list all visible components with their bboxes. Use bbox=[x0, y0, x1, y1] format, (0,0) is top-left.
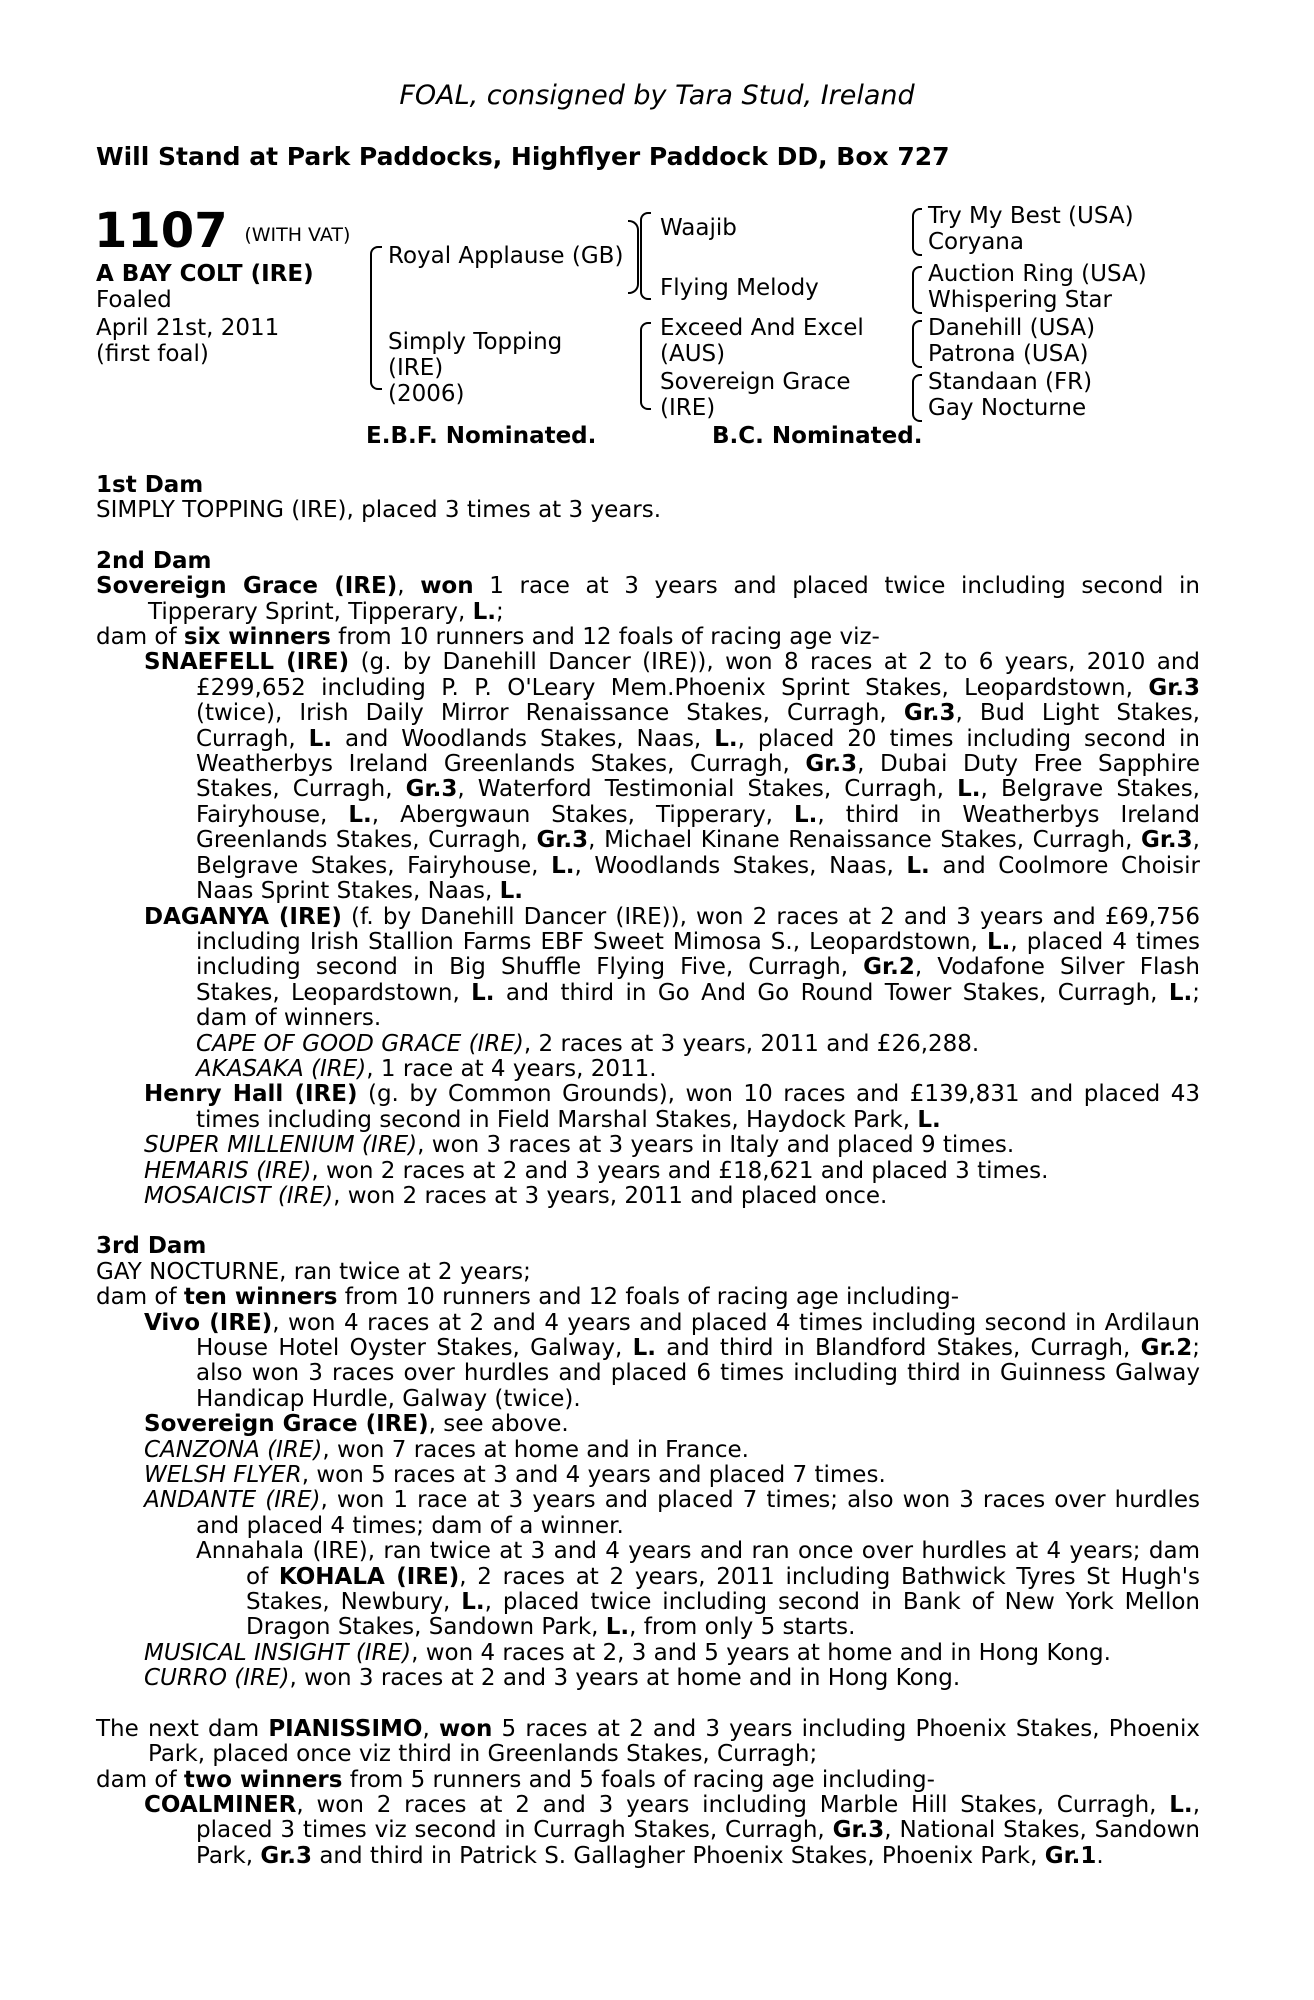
pedigree-brace-dam bbox=[640, 322, 651, 410]
grand-6: Patrona (USA) bbox=[928, 341, 1089, 367]
foaled-date: April 21st, 2011 bbox=[96, 315, 280, 341]
list-item: ANDANTE (IRE), won 1 race at 3 years and placed 7 times; also won 3 races over hurdles and placed 4 times; dam of a winner. bbox=[144, 1487, 1200, 1539]
dam-line-3: (2006) bbox=[388, 381, 465, 407]
grand-1: Try My Best (USA) bbox=[928, 203, 1134, 229]
list-item: DAGANYA (IRE) (f. by Danehill Dancer (IRE)), won 2 races at 2 and 3 years and £69,756 including Irish Stallion Farms EBF Sweet Mimosa S., Leopardstown, L., placed 4 times including second in Big Shuffle Flying Five, Curragh, Gr.2, Vodafone Silver Flash Stakes, Leopardstown, L. and third in Go And Go Round Tower Stakes, Curragh, L.; dam of winners. bbox=[144, 903, 1200, 1032]
lot-number-value: 1107 bbox=[94, 203, 228, 259]
list-item: Vivo (IRE), won 4 races at 2 and 4 years and placed 4 times including second in Ardilaun House Hotel Oyster Stakes, Galway, L. and third in Blandford Stakes, Curragh, Gr.2; also won 3 races over hurdles and placed 6 times including third in Guinness Galway Handicap Hurdle, Galway (twice). bbox=[144, 1309, 1201, 1412]
list-item: CAPE OF GOOD GRACE (IRE), 2 races at 3 years, 2011 and £26,288. bbox=[196, 1030, 980, 1057]
list-item: WELSH FLYER, won 5 races at 3 and 4 years and placed 7 times. bbox=[144, 1462, 886, 1489]
list-item: Annahala (IRE), ran twice at 3 and 4 years and ran once over hurdles at 4 years; dam of KOHALA (IRE), 2 races at 2 years, 2011 including Bathwick Tyres St Hugh's Stakes, Newbury, L., placed twice including second in Bank of New York Mellon Dragon Stakes, Sandown Park, L., from only 5 starts. bbox=[196, 1538, 1201, 1641]
next-dam-text: The next dam PIANISSIMO, won 5 races at 2 and 3 years including Phoenix Stakes, Phoenix Park, placed once viz third in Greenlands Stakes, Curragh; bbox=[96, 1715, 1200, 1768]
foaled-label: Foaled bbox=[96, 287, 172, 313]
grand-8: Gay Nocturne bbox=[928, 395, 1087, 421]
sire-sire: Waajib bbox=[660, 215, 737, 241]
pedigree-brace-g34 bbox=[912, 266, 922, 314]
third-dam-produce: dam of ten winners from 10 runners and 12 foals of racing age including- bbox=[96, 1284, 960, 1311]
second-dam-produce: dam of six winners from 10 runners and 12 foals of racing age viz- bbox=[96, 624, 880, 651]
dam-sire-line-2: (AUS) bbox=[660, 341, 726, 367]
horse-name: A BAY COLT (IRE) bbox=[96, 261, 314, 287]
dam-sire: Exceed And Excel bbox=[660, 315, 864, 341]
ebf-nominated: E.B.F. Nominated. bbox=[366, 423, 597, 449]
heading-2nd-dam: 2nd Dam bbox=[96, 547, 212, 574]
dam: Simply Topping bbox=[388, 329, 563, 355]
grand-7: Standaan (FR) bbox=[928, 369, 1093, 395]
heading-1st-dam: 1st Dam bbox=[96, 472, 204, 498]
grand-2: Coryana bbox=[928, 229, 1024, 255]
pedigree-brace-g56 bbox=[912, 320, 922, 368]
page-title: FOAL, consigned by Tara Stud, Ireland bbox=[399, 80, 915, 111]
dam-dam: Sovereign Grace bbox=[660, 369, 851, 395]
sire-dam: Flying Melody bbox=[660, 275, 819, 301]
list-item: MOSAICIST (IRE), won 2 races at 3 years, 2011 and placed once. bbox=[144, 1182, 888, 1209]
grand-5: Danehill (USA) bbox=[928, 315, 1096, 341]
list-item: Sovereign Grace (IRE), see above. bbox=[144, 1411, 569, 1438]
third-dam-text: GAY NOCTURNE, ran twice at 2 years; bbox=[96, 1258, 531, 1285]
list-item: SNAEFELL (IRE) (g. by Danehill Dancer (IRE)), won 8 races at 2 to 6 years, 2010 and £299,652 including P. P. O'Leary Mem.Phoenix Sprint Stakes, Leopardstown, Gr.3 (twice), Irish Daily Mirror Renaissance Stakes, Curragh, Gr.3, Bud Light Stakes, Curragh, L. and Woodlands Stakes, Naas, L., placed 20 times including second in Weatherbys Ireland Greenlands Stakes, Curragh, Gr.3, Dubai Duty Free Sapphire Stakes, Curragh, Gr.3, Waterford Testimonial Stakes, Curragh, L., Belgrave Stakes, Fairyhouse, L., Abergwaun Stakes, Tipperary, L., third in Weatherbys Ireland Greenlands Stakes, Curragh, Gr.3, Michael Kinane Renaissance Stakes, Curragh, Gr.3, Belgrave Stakes, Fairyhouse, L., Woodlands Stakes, Naas, L. and Coolmore Choisir Naas Sprint Stakes, Naas, L. bbox=[144, 649, 1200, 905]
list-item: CANZONA (IRE), won 7 races at home and in France. bbox=[144, 1436, 749, 1463]
first-dam-text: SIMPLY TOPPING (IRE), placed 3 times at 3 years. bbox=[96, 497, 662, 524]
dam-dam-line-2: (IRE) bbox=[660, 395, 716, 421]
pedigree-brace-main bbox=[370, 246, 382, 390]
list-item: CURRO (IRE), won 3 races at 2 and 3 years at home and in Hong Kong. bbox=[144, 1665, 961, 1692]
lot-number bbox=[94, 203, 351, 260]
stand-location: Will Stand at Park Paddocks, Highflyer Paddock DD, Box 727 bbox=[96, 142, 950, 171]
list-item: MUSICAL INSIGHT (IRE), won 4 races at 2, 3 and 5 years at home and in Hong Kong. bbox=[144, 1639, 1111, 1666]
pedigree-brace-sire-right bbox=[628, 220, 639, 294]
grand-4: Whispering Star bbox=[928, 287, 1112, 313]
heading-3rd-dam: 3rd Dam bbox=[96, 1233, 207, 1260]
dam-line-2: (IRE) bbox=[388, 355, 444, 381]
list-item: SUPER MILLENIUM (IRE), won 3 races at 3 years in Italy and placed 9 times. bbox=[144, 1132, 1015, 1159]
sire: Royal Applause (GB) bbox=[388, 243, 624, 269]
next-dam-produce: dam of two winners from 5 runners and 5 foals of racing age including- bbox=[96, 1766, 935, 1793]
second-dam-text: Sovereign Grace (IRE), won 1 race at 3 years and placed twice including second in Tipperary Sprint, Tipperary, L.; bbox=[96, 573, 1200, 625]
list-item: Henry Hall (IRE) (g. by Common Grounds), won 10 races and £139,831 and placed 43 times including second in Field Marshal Stakes, Haydock Park, L. bbox=[144, 1081, 1200, 1133]
vat-note: (WITH VAT) bbox=[244, 224, 351, 246]
pedigree-brace-g12 bbox=[912, 208, 922, 256]
bc-nominated: B.C. Nominated. bbox=[712, 423, 923, 449]
pedigree-brace-g78 bbox=[912, 374, 922, 422]
grand-3: Auction Ring (USA) bbox=[928, 261, 1147, 287]
list-item: HEMARIS (IRE), won 2 races at 2 and 3 years and £18,621 and placed 3 times. bbox=[144, 1157, 1049, 1184]
first-foal-note: (first foal) bbox=[96, 341, 209, 367]
catalogue-body bbox=[96, 473, 1200, 1869]
list-item: AKASAKA (IRE), 1 race at 4 years, 2011. bbox=[196, 1055, 657, 1082]
list-item: COALMINER, won 2 races at 2 and 3 years including Marble Hill Stakes, Curragh, L., placed 3 times viz second in Curragh Stakes, Curragh, Gr.3, National Stakes, Sandown Park, Gr.3 and third in Patrick S. Gallagher Phoenix Stakes, Phoenix Park, Gr.1. bbox=[144, 1791, 1200, 1869]
pedigree-brace-sire bbox=[640, 212, 651, 300]
